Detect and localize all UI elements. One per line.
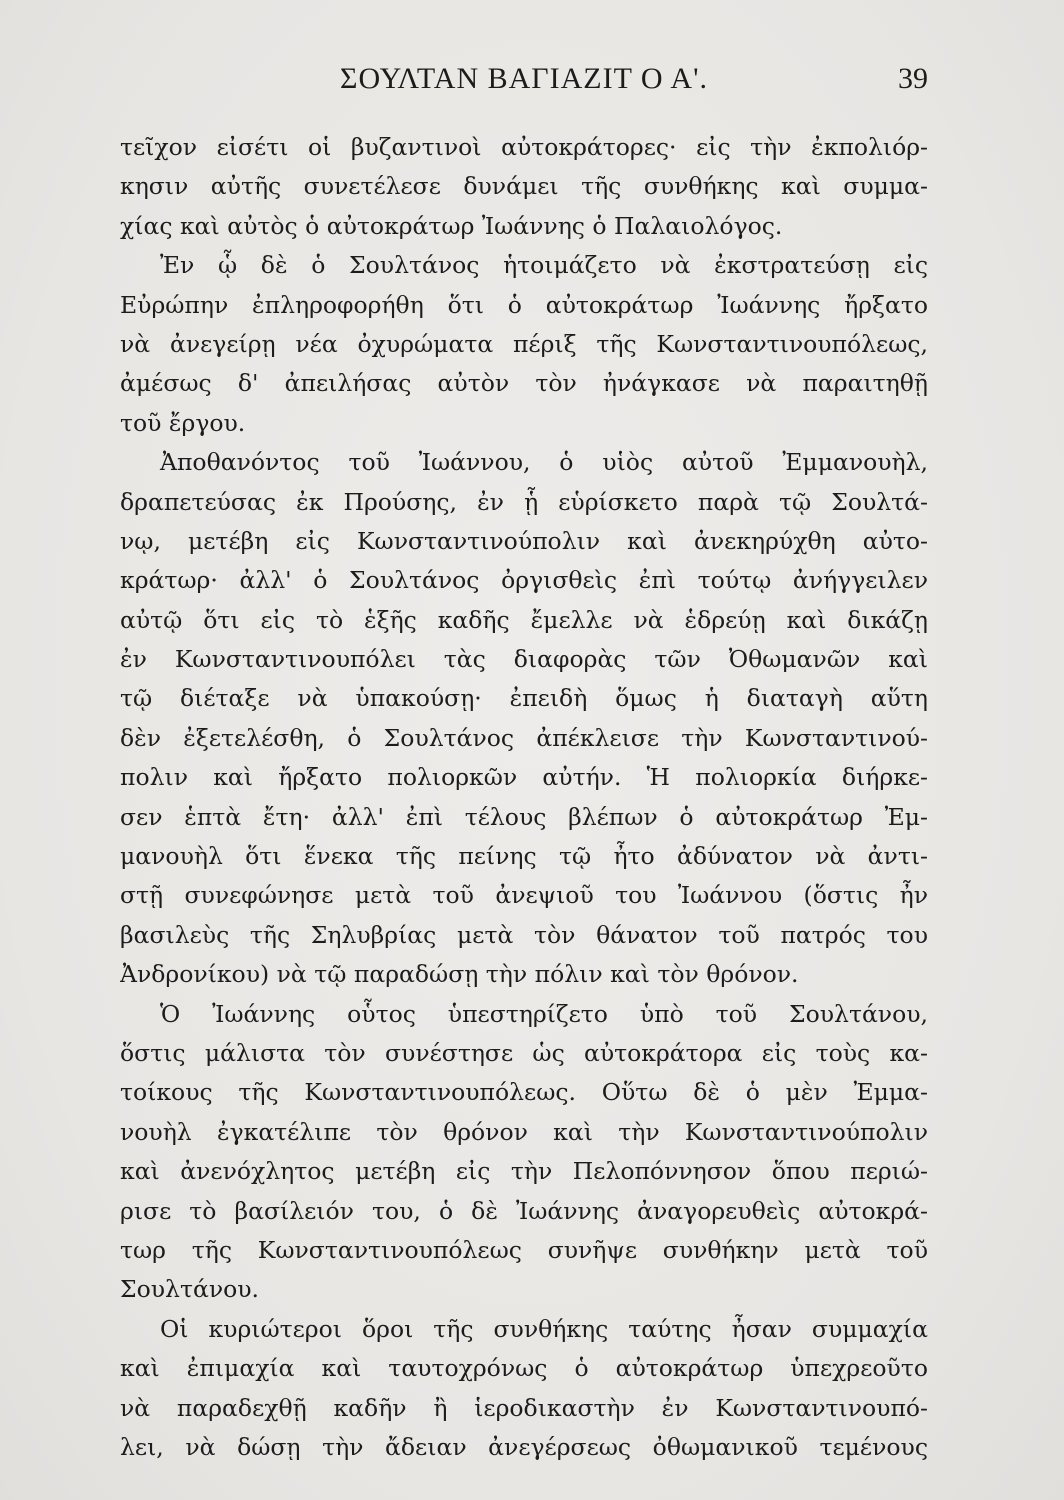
text-line: κράτωρ· ἀλλ' ὁ Σουλτάνος ὀργισθεὶς ἐπὶ τούτῳ ἀνήγγειλεν (120, 566, 928, 595)
text-line: ρισε τὸ βασίλειόν του, ὁ δὲ Ἰωάννης ἀναγορευθεὶς αὐτοκρά- (120, 1196, 928, 1225)
text-line: ἐν Κωνσταντινουπόλει τὰς διαφορὰς τῶν Ὀθωμανῶν καὶ (120, 645, 928, 674)
text-line: τοίκους τῆς Κωνσταντινουπόλεως. Οὕτω δὲ ὁ μὲν Ἐμμα- (120, 1078, 928, 1107)
text-line: δραπετεύσας ἐκ Προύσης, ἐν ᾗ εὑρίσκετο παρὰ τῷ Σουλτά- (120, 487, 928, 516)
text-line: αὐτῷ ὅτι εἰς τὸ ἑξῆς καδῆς ἔμελλε νὰ ἑδρεύῃ καὶ δικάζῃ (120, 605, 928, 634)
text-line: τωρ τῆς Κωνσταντινουπόλεως συνῆψε συνθήκην μετὰ τοῦ (120, 1235, 928, 1264)
text-line: λει, νὰ δώσῃ τὴν ἄδειαν ἀνεγέρσεως ὀθωμανικοῦ τεμένους (120, 1432, 928, 1461)
text-line: τῷ διέταξε νὰ ὑπακούσῃ· ἐπειδὴ ὅμως ἡ διαταγὴ αὕτη (120, 684, 928, 713)
text-line: πολιν καὶ ἤρξατο πολιορκῶν αὐτήν. Ἡ πολιορκία διήρκε- (120, 763, 928, 792)
text-line: νὰ ἀνεγείρῃ νέα ὀχυρώματα πέριξ τῆς Κωνσταντινουπόλεως, (120, 329, 928, 358)
running-title: ΣΟΥΛΤΑΝ ΒΑΓΙΑΖΙΤ Ο Α'. (340, 62, 708, 95)
text-line: τοῦ ἔργου. (120, 408, 246, 437)
text-line: σεν ἑπτὰ ἔτη· ἀλλ' ἐπὶ τέλους βλέπων ὁ αὐτοκράτωρ Ἐμ- (120, 802, 928, 831)
text-line: Οἱ κυριώτεροι ὅροι τῆς συνθήκης ταύτης ἦσαν συμμαχία (160, 1314, 928, 1343)
text-line: βασιλεὺς τῆς Σηλυβρίας μετὰ τὸν θάνατον τοῦ πατρός του (120, 920, 928, 949)
text-line: νουὴλ ἐγκατέλιπε τὸν θρόνον καὶ τὴν Κωνσταντινούπολιν (120, 1117, 928, 1146)
text-line: ὅστις μάλιστα τὸν συνέστησε ὡς αὐτοκράτορα εἰς τοὺς κα- (120, 1038, 928, 1067)
text-line: δὲν ἐξετελέσθη, ὁ Σουλτάνος ἀπέκλεισε τὴν Κωνσταντινού- (120, 723, 928, 752)
text-line: καὶ ἐπιμαχία καὶ ταυτοχρόνως ὁ αὐτοκράτωρ ὑπεχρεοῦτο (120, 1354, 928, 1383)
text-line: ἀμέσως δ' ἀπειλήσας αὐτὸν τὸν ἠνάγκασε νὰ παραιτηθῇ (120, 369, 928, 398)
text-line: κησιν αὐτῆς συνετέλεσε δυνάμει τῆς συνθήκης καὶ συμμα- (120, 172, 928, 201)
text-line: Ἀποθανόντος τοῦ Ἰωάννου, ὁ υἱὸς αὐτοῦ Ἐμμανουὴλ, (160, 448, 928, 477)
text-line: νὰ παραδεχθῇ καδῆν ἢ ἱεροδικαστὴν ἐν Κωνσταντινουπό- (120, 1393, 928, 1422)
text-line: Ἀνδρονίκου) νὰ τῷ παραδώσῃ τὴν πόλιν καὶ τὸν θρόνον. (120, 960, 799, 989)
running-head (120, 62, 928, 102)
text-line: καὶ ἀνενόχλητος μετέβη εἰς τὴν Πελοπόννησον ὅπου περιώ- (120, 1157, 928, 1186)
page-number: 39 (898, 62, 928, 95)
text-line: Ἐν ᾧ δὲ ὁ Σουλτάνος ἡτοιμάζετο νὰ ἐκστρατεύσῃ εἰς (160, 251, 928, 280)
text-line: χίας καὶ αὐτὸς ὁ αὐτοκράτωρ Ἰωάννης ὁ Παλαιολόγος. (120, 211, 783, 240)
text-line: νῳ, μετέβη εἰς Κωνσταντινούπολιν καὶ ἀνεκηρύχθη αὐτο- (120, 526, 928, 555)
text-line: Εὐρώπην ἐπληροφορήθη ὅτι ὁ αὐτοκράτωρ Ἰωάννης ἤρξατο (120, 290, 928, 319)
text-line: Ὁ Ἰωάννης οὗτος ὑπεστηρίζετο ὑπὸ τοῦ Σουλτάνου, (160, 999, 928, 1028)
text-line: μανουὴλ ὅτι ἕνεκα τῆς πείνης τῷ ἦτο ἀδύνατον νὰ ἀντι- (120, 842, 928, 871)
text-line: τεῖχον εἰσέτι οἱ βυζαντινοὶ αὐτοκράτορες· εἰς τὴν ἐκπολιόρ- (120, 133, 928, 161)
text-line: στῇ συνεφώνησε μετὰ τοῦ ἀνεψιοῦ του Ἰωάννου (ὅστις ἦν (120, 881, 928, 910)
text-line: Σουλτάνου. (120, 1275, 260, 1304)
body-text (120, 128, 928, 1467)
